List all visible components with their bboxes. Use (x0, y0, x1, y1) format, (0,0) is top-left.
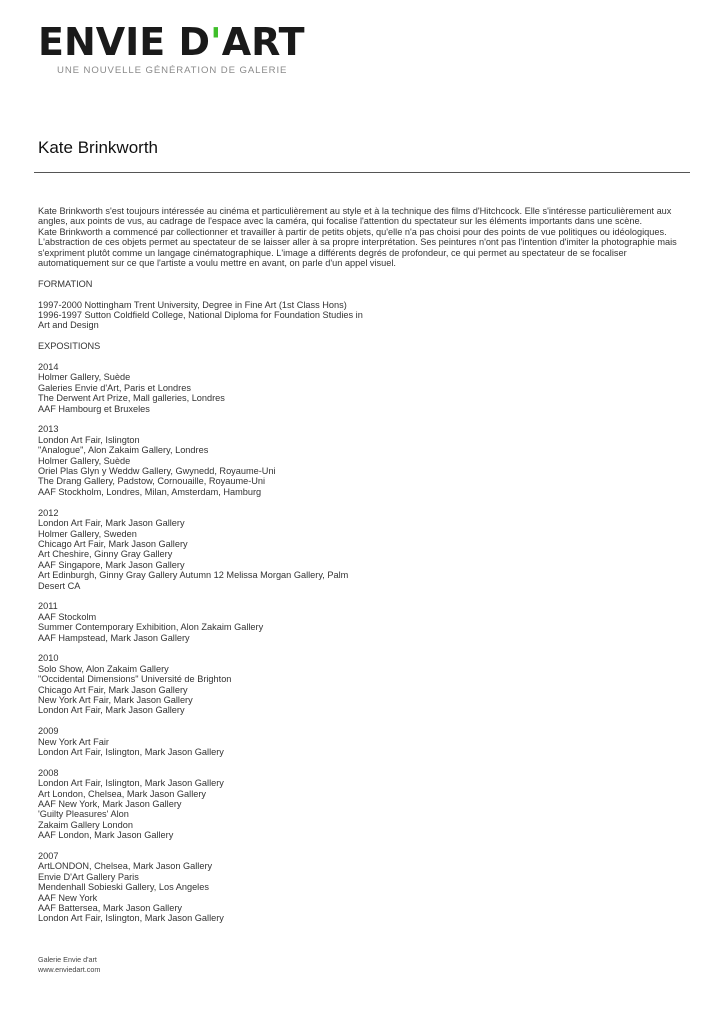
exposition-item: The Drang Gallery, Padstow, Cornouaille, Royaume-Uni (38, 476, 266, 487)
exposition-year: 2009 (38, 726, 59, 737)
exposition-item: AAF Hampstead, Mark Jason Gallery (38, 632, 190, 643)
exposition-item: Summer Contemporary Exhibition, Alon Zakaim Gallery (38, 622, 264, 633)
exposition-item: Holmer Gallery, Suède (38, 372, 131, 383)
exposition-year: 2011 (38, 601, 58, 612)
exposition-year-block (38, 424, 690, 497)
logo-tagline: UNE NOUVELLE GÉNÉRATION DE GALERIE (57, 65, 288, 76)
exposition-item: Chicago Art Fair, Mark Jason Gallery (38, 684, 188, 695)
exposition-year: 2008 (38, 767, 59, 778)
footer-gallery-name: Galerie Envie d'art (38, 955, 97, 964)
exposition-item: Art London, Chelsea, Mark Jason Gallery (38, 788, 207, 799)
bio-paragraph: Kate Brinkworth a commencé par collectionner et travailler à partir de petits objets, qu'elle n'a pas choisi pour des points de vue politiques ou idéologiques. (38, 226, 667, 237)
exposition-item: Solo Show, Alon Zakaim Gallery (38, 663, 169, 674)
exposition-item: Desert CA (38, 580, 81, 591)
expositions-list (38, 362, 690, 924)
formation-line: Art and Design (38, 320, 99, 331)
logo-text-end: ART (221, 20, 305, 64)
exposition-item: AAF Stockholm, Londres, Milan, Amsterdam, Hamburg (38, 486, 262, 497)
exposition-year-block (38, 601, 690, 643)
exposition-year: 2007 (38, 851, 59, 862)
exposition-item: Art Edinburgh, Ginny Gray Gallery Autumn 12 Melissa Morgan Gallery, Palm (38, 570, 349, 581)
exposition-item: Zakaim Gallery London (38, 819, 133, 830)
exposition-item: New York Art Fair, Mark Jason Gallery (38, 694, 193, 705)
bio-paragraph: Kate Brinkworth s'est toujours intéressée au cinéma et particulièrement au style et à la technique des films d'Hitchcock. Elle s'intéresse particulièrement aux angles, aux points de vus, au cadrage de l'espace avec la caméra, qui focalise l'attention du spectateur sur les éléments importants dans une scène. (38, 206, 672, 227)
exposition-item: Chicago Art Fair, Mark Jason Gallery (38, 538, 188, 549)
exposition-item: Oriel Plas Glyn y Weddw Gallery, Gwynedd, Royaume-Uni (38, 466, 276, 477)
exposition-item: Holmer Gallery, Sweden (38, 528, 137, 539)
logo-wordmark (38, 22, 305, 62)
exposition-year-block (38, 653, 690, 715)
exposition-item: London Art Fair, Mark Jason Gallery (38, 705, 185, 716)
expositions-heading: EXPOSITIONS (38, 341, 101, 352)
exposition-item: London Art Fair, Islington, Mark Jason Gallery (38, 778, 224, 789)
exposition-year-block (38, 768, 690, 841)
header-divider (34, 172, 690, 173)
formation-list (38, 300, 690, 331)
exposition-item: Galeries Envie d'Art, Paris et Londres (38, 382, 191, 393)
exposition-item: London Art Fair, Islington, Mark Jason Gallery (38, 746, 224, 757)
exposition-item: London Art Fair, Islington (38, 434, 140, 445)
exposition-item: AAF Stockolm (38, 611, 97, 622)
exposition-year-block (38, 851, 690, 924)
exposition-item: Mendenhall Sobieski Gallery, Los Angeles (38, 882, 209, 893)
formation-line: 1997-2000 Nottingham Trent University, Degree in Fine Art (1st Class Hons) (38, 299, 347, 310)
document-body (38, 206, 690, 924)
exposition-item: AAF New York (38, 892, 98, 903)
exposition-item: AAF Battersea, Mark Jason Gallery (38, 903, 182, 914)
exposition-year-block (38, 726, 690, 757)
exposition-year: 2014 (38, 362, 59, 373)
exposition-item: ArtLONDON, Chelsea, Mark Jason Gallery (38, 861, 213, 872)
exposition-item: New York Art Fair (38, 736, 109, 747)
formation-heading: FORMATION (38, 278, 93, 289)
exposition-item: AAF New York, Mark Jason Gallery (38, 799, 182, 809)
exposition-item: Holmer Gallery, Suède (38, 455, 131, 466)
exposition-year: 2010 (38, 653, 59, 664)
exposition-item: AAF Hambourg et Bruxeles (38, 403, 150, 414)
exposition-item: AAF London, Mark Jason Gallery (38, 830, 174, 841)
logo-text-main: ENVIE D (38, 20, 211, 64)
exposition-item: 'Guilty Pleasures' Alon (38, 809, 129, 820)
exposition-item: The Derwent Art Prize, Mall galleries, Londres (38, 393, 225, 404)
exposition-item: London Art Fair, Mark Jason Gallery (38, 518, 185, 529)
exposition-year: 2013 (38, 424, 59, 435)
exposition-year-block (38, 362, 690, 414)
gallery-logo (38, 22, 305, 76)
formation-line: 1996-1997 Sutton Coldfield College, National Diploma for Foundation Studies in (38, 310, 363, 321)
logo-apostrophe: ' (210, 20, 222, 64)
artist-name: Kate Brinkworth (38, 138, 158, 157)
page-footer (38, 955, 100, 975)
exposition-item: "Occidental Dimensions" Université de Brighton (38, 674, 232, 685)
exposition-item: Art Cheshire, Ginny Gray Gallery (38, 549, 173, 560)
footer-website: www.enviedart.com (38, 965, 101, 974)
exposition-item: London Art Fair, Islington, Mark Jason Gallery (38, 913, 224, 924)
bio-paragraph: L'abstraction de ces objets permet au spectateur de se laisser aller à sa propre interprétation. Ses peintures n'ont pas l'intention d'imiter la photographie mais s'expriment plutôt comme un langage cinématographique. L'image a différents degrés de profondeur, ce qui permet au spectateur de se focaliser automatiquement sur ce que l'artiste a voulu mettre en avant, on parle d'un appel visuel. (38, 237, 677, 269)
exposition-year: 2012 (38, 507, 59, 518)
artist-biography (38, 206, 690, 268)
exposition-item: "Analogue", Alon Zakaim Gallery, Londres (38, 445, 209, 456)
exposition-item: AAF Singapore, Mark Jason Gallery (38, 559, 185, 570)
exposition-year-block (38, 508, 690, 591)
exposition-item: Envie D'Art Gallery Paris (38, 871, 139, 882)
